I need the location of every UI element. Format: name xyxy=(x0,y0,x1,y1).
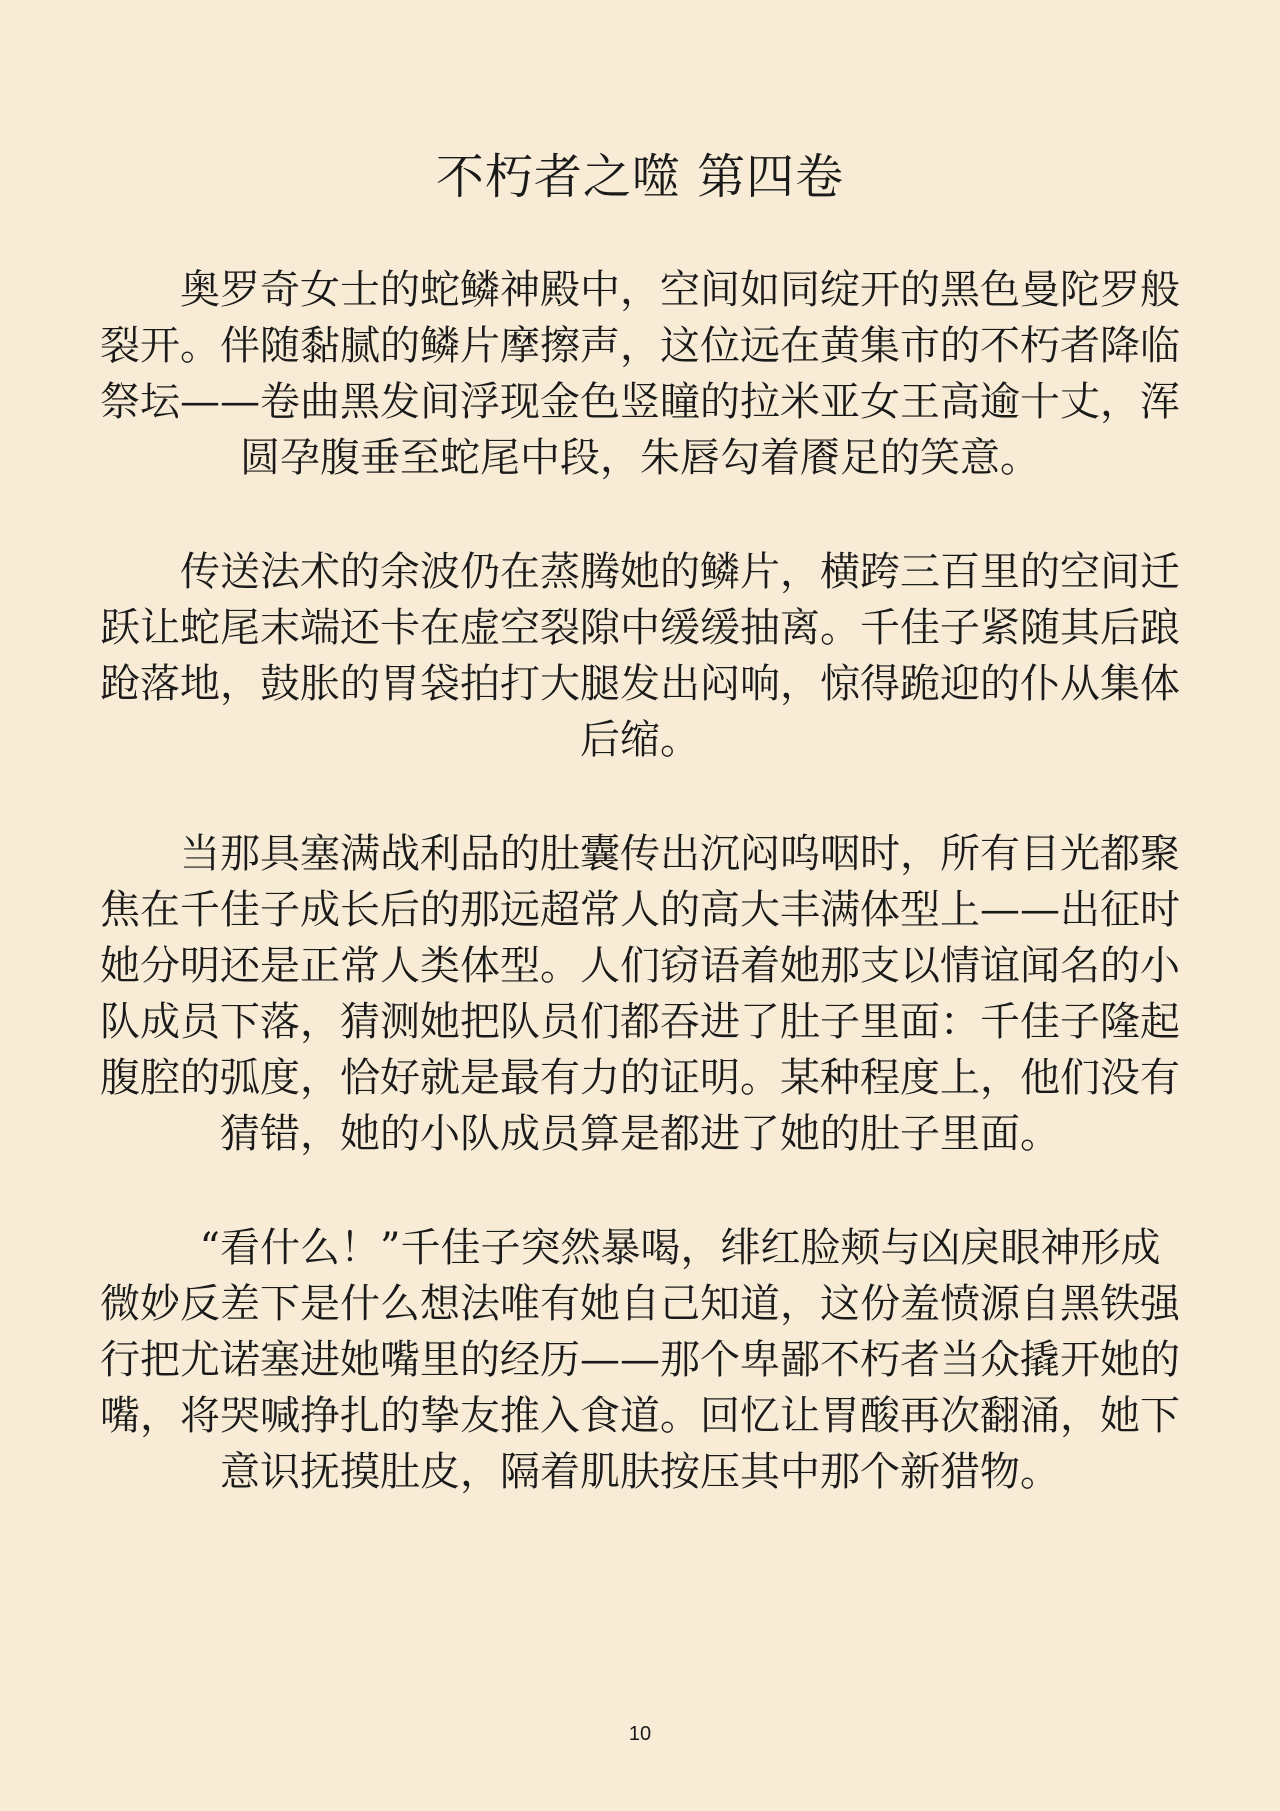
page-title: 不朽者之噬 第四卷 xyxy=(435,149,845,205)
body-text xyxy=(100,262,1180,1558)
paragraph-2: 传送法术的余波仍在蒸腾她的鳞片，横跨三百里的空间迁跃让蛇尾末端还卡在虚空裂隙中缓缓抽离。千佳子紧随其后踉跄落地，鼓胀的胃袋拍打大腿发出闷响，惊得跪迎的仆从集体后缩。 xyxy=(100,549,1180,763)
page-number: 10 xyxy=(628,1723,652,1745)
paragraph-4: “看什么！”千佳子突然暴喝，绯红脸颊与凶戾眼神形成微妙反差下是什么想法唯有她自己知道，这份羞愤源自黑铁强行把尤诺塞进她嘴里的经历——那个卑鄙不朽者当众撬开她的嘴，将哭喊挣扎的挚友推入食道。回忆让胃酸再次翻涌，她下意识抚摸肚皮，隔着肌肤按压其中那个新猎物。 xyxy=(100,1225,1180,1495)
paragraph-1: 奥罗奇女士的蛇鳞神殿中，空间如同绽开的黑色曼陀罗般裂开。伴随黏腻的鳞片摩擦声，这位远在黄集市的不朽者降临祭坛——卷曲黑发间浮现金色竖瞳的拉米亚女王高逾十丈，浑圆孕腹垂至蛇尾中段，朱唇勾着餍足的笑意。 xyxy=(100,267,1180,481)
paragraph-3: 当那具塞满战利品的肚囊传出沉闷呜咽时，所有目光都聚焦在千佳子成长后的那远超常人的高大丰满体型上——出征时她分明还是正常人类体型。人们窃语着她那支以情谊闻名的小队成员下落，猜测她把队员们都吞进了肚子里面：千佳子隆起腹腔的弧度，恰好就是最有力的证明。某种程度上，他们没有猜错，她的小队成员算是都进了她的肚子里面。 xyxy=(100,831,1180,1157)
